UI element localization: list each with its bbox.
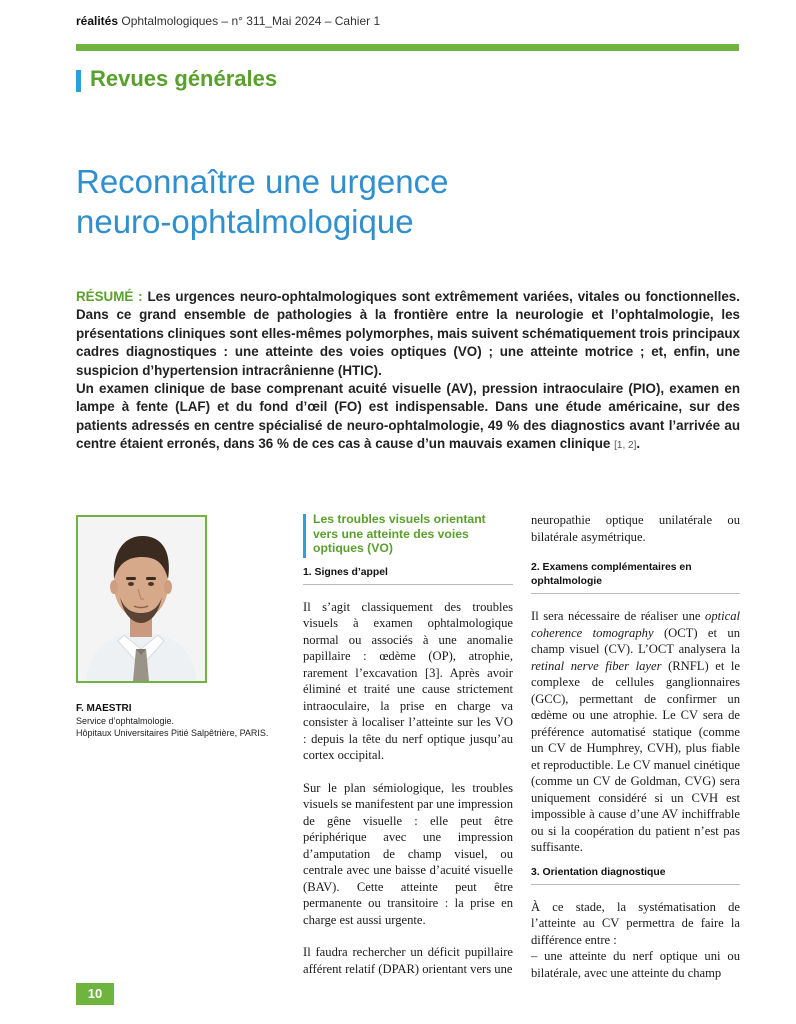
page-number: 10 — [76, 983, 114, 1005]
text-column-1 — [303, 512, 513, 977]
journal-issue: Ophtalmologiques – n° 311_Mai 2024 – Cahier 1 — [121, 14, 381, 28]
subsection-heading-box — [303, 512, 513, 556]
text-run: (RNFL) et le complexe de cellules ganglionnaires (GCC), permettant de confirmer un œdème ou une atrophie. Le CV sera de préférence automatisé statique (comme un CV de Humphrey, CVH), plus fiable et reproductible. Le CV manuel cinétique (comme un CV de Goldman, CVG) sera uniquement considéré si un CVH est impossible à cause d’une AV inchiffrable ou si la coopération du patient n’est pas suffisante. — [531, 658, 740, 854]
article-title — [76, 162, 716, 242]
abstract-text-1: Les urgences neuro-ophtalmologiques sont extrêmement variées, vitales ou fonctionnelles. Dans ce grand ensemble de pathologies à la frontière entre la neurologie et l’ophtalmologie, les présentations cliniques sont elles-mêmes polymorphes, mais suivent schématiquement trois principaux cadres diagnostiques : une atteinte des voies optiques (VO) ; une atteinte motrice ; et, enfin, une suspicion d’hypertension intracrânienne (HTIC). — [76, 289, 740, 378]
heading-examens-complementaires: 2. Examens complémentaires en ophtalmologie — [531, 562, 692, 587]
subsection-title: Les troubles visuels orientant vers une atteinte des voies optiques (VO) — [313, 512, 486, 555]
abstract — [76, 288, 740, 456]
section-title: Revues générales — [90, 66, 278, 91]
author-service: Service d’ophtalmologie. — [76, 716, 175, 726]
author-portrait-illustration — [78, 517, 205, 681]
abstract-end: . — [636, 436, 641, 452]
body-paragraph: À ce stade, la systématisation de l’atteinte au CV permettra de faire la différence entre : — [531, 899, 740, 947]
journal-brand: réalités — [76, 14, 119, 28]
text-column-2 — [531, 512, 740, 981]
italic-term: retinal nerve fiber layer — [531, 658, 662, 673]
heading-divider — [531, 884, 740, 885]
article-title-line-1: Reconnaître une urgence — [76, 163, 449, 201]
italic-term: optical coherence tomography — [531, 609, 740, 640]
abstract-paragraph-2 — [76, 380, 740, 456]
heading-signes-appel: 1. Signes d’appel — [303, 566, 388, 578]
body-paragraph: Il faudra rechercher un déficit pupillaire afférent relatif (DPAR) orientant vers une — [303, 945, 513, 976]
text-run: (OCT) et un champ visuel (CV). L’OCT analysera la — [531, 625, 740, 656]
body-paragraph: Il s’agit classiquement des troubles visuels à examen ophtalmologique normal ou associés à une anomalie papillaire : œdème (OP), atrophie, rarement l’excavation [3]. Après avoir éliminé et traité une cause strictement intraoculaire, la prise en charge va consister à localiser l’atteinte sur les VO : depuis la tête du nerf optique jusqu’au cortex occipital. — [303, 599, 513, 762]
section-marker — [76, 70, 81, 92]
text-run: Il sera nécessaire de réaliser une — [531, 609, 706, 623]
abstract-references: [1, 2] — [614, 440, 637, 452]
heading-orientation-diagnostique: 3. Orientation diagnostique — [531, 866, 666, 878]
abstract-label: RÉSUMÉ : — [76, 289, 143, 304]
heading-divider — [303, 584, 513, 585]
header-rule — [76, 44, 739, 51]
body-paragraph — [531, 608, 740, 856]
body-paragraph: – une atteinte du nerf optique uni ou bilatérale, avec une atteinte du champ — [531, 949, 740, 980]
author-photo — [76, 515, 207, 683]
abstract-text-2: Un examen clinique de base comprenant acuité visuelle (AV), pression intraoculaire (PIO), examen en lampe à fente (LAF) et du fond d’œil (FO) est indispensable. Dans une étude américaine, sur des patients adressés en centre spécialisé de neuro-ophtalmologie, 49 % des diagnostics avant l’arrivée au centre étaient erronés, dans 36 % de ces cas à cause d’un mauvais examen clinique — [76, 381, 740, 452]
author-name: F. MAESTRI — [76, 703, 132, 714]
author-hospital: Hôpitaux Universitaires Pitié Salpêtrière, PARIS. — [76, 728, 269, 738]
article-title-line-2: neuro-ophtalmologique — [76, 203, 414, 241]
running-header — [76, 14, 380, 28]
body-paragraph: Sur le plan sémiologique, les troubles visuels se manifestent par une impression de gêne visuelle : elle peut être périphérique avec une impression d’amputation de champ visuel, ou centrale avec une baisse d’acuité visuelle (BAV). Cette atteinte peut être permanente ou transitoire : la prise en charge est aussi urgente. — [303, 780, 513, 927]
abstract-paragraph-1 — [76, 288, 740, 380]
body-paragraph: neuropathie optique unilatérale ou bilatérale asymétrique. — [531, 513, 740, 544]
author-affiliation — [76, 715, 268, 739]
heading-divider — [531, 593, 740, 594]
